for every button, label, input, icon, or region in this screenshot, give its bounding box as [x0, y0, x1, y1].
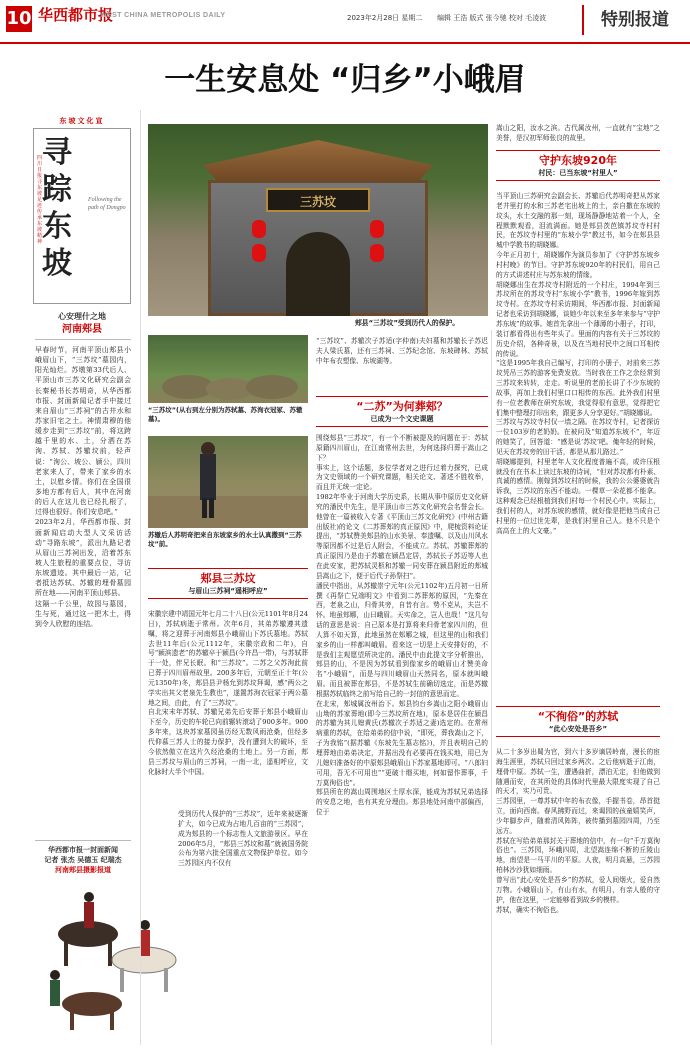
caption-tombs: “三苏坟”(从右到左分别为苏轼墓、苏洵衣冠冢、苏辙墓)。 — [148, 406, 303, 423]
section-1-text-continued: 受到历代人保护的“三苏坟”，近年来被逐渐扩大，如今已成为占地几百亩的“三苏园”，成为郏县的一个标志性人文旅游景区。早在2006年5月，“郏县三苏坟和墓”就被国务院公布为第六批全国重点文物保护单位。如今三苏园区内不仅有 — [178, 810, 308, 868]
series-vertical-text: 四川日报寻东坡足迹传承东坡精神 — [37, 155, 43, 245]
page-number: 10 — [6, 6, 32, 32]
section-name: 特别报道 — [582, 5, 686, 35]
photo-descendant — [148, 436, 308, 528]
series-column-tag: 东坡文化宣 — [59, 117, 105, 125]
lantern-icon — [370, 244, 384, 262]
section-2-text: 围绕郏县“三苏坟”，有一个不断被提及的问题在于：苏轼原籍四川眉山，在江南常州去世，为何选择归葬于嵩山之下？ 事实上，这个话题，多位学者对之进行过着力探究，已成为文史领域的一个研究课题，相关论文、著述不胜枚举，而且并无统一定论。 1982年毕业于河南大学历史系，长期从事中原历史文化研究的潘民中先生，是平顶山市三苏文化研究会名誉会长。他曾在一篇被收入专著《平顶山三苏文化研究》(中州古籍出版社)的论文《二苏葬郏的真正原因》中，爬梳资料论证提出，“苏轼赞美郏县的山水美景、奉遗嘱、以及山川风水等原因都不过是后人附会，不能成立。苏轼、苏辙葬郏的真正原因乃是由于苏辙在颍昌定居，苏轼长子苏迈等人也在此安家，把苏轼灵柩和苏辙一同安葬在颍昌附近的郏城县嵩山之下，便于后代子孙祭扫”。 潘民中指出，从苏辙崇宁元年(公元1102年)五月初一日所撰《再祭亡兄端明文》中看到二苏葬郏的原因，“先秦在西，老泉之山，归骨其旁，自昔有言。势不克从，夫岂不怀。地虽郏鄏，山曰峨眉。天实命之，岂人也哉！”这几句话的意思是说：自己原本是打算将来归骨老家四川的，但人算不如天算，此地虽然在郏鄏之城，但这里的山和我们家乡的山一样都叫峨眉。看来这一切是上天安排好的，不是我们主观愿望所决定的。潘民中由此提文字分析推出，郏县的山，不是因为苏轼看到像家乡的峨眉山才赞美命名“小峨眉”，而是与四川峨眉山天然同名，原本就叫峨眉。而且被葬在郏县，不是苏轼生前确切选定，而是苏辙根据苏轼临终之前写给自己的一封信的意思而定。 在北宋，郏城属汝州治下。郏县钧台乡嵩山之阳小峨眉山山坳的苏家葬地(即今三苏坟所在地)，原本是居住在颍昌的苏辙为其儿媳黄氏(苏辙次子苏适之妻)选定的。在常州病重的苏轼，在给弟弟的信中说，“即死，葬我嵩山之下，子为我铭”(据苏辙《东坡先生墓志铭》)，并且表明自己的埋葬地由弟弟决定，并据出没有必要再在钱买地，用已为儿媳妇准备好的中原郏县峨眉山下苏家墓地即可。“八郎妇可用，吾无不可用也”“更破十缗买地，何如留作葬事，千万莫徇俗也”。 郏县所在的嵩山周围地区土厚水深，能成为苏轼兄弟选择的安息之地，也有其充分理由。郏县地处河南中部偏西，位于 — [316, 434, 488, 817]
editors-line: 编辑 王浩 版式 张今驰 校对 毛凌波 — [437, 14, 547, 22]
section-heading-2-title: “二苏”为何葬郏？ — [356, 400, 448, 413]
section-3-text: 当平顶山三苏研究会副会长、苏辙后代苏明奇把从苏家老井里打的水和三苏老宅出坡上的土，亲自撒在东坡的坟头，水土交融的那一刻，现场静静地站着一个人，全程默默观看，泪流满面。她是郏县茨芭镇苏坟寺村村民，在苏坟寺村里的“东坡小学”教过书，如今在郏县县城中学教书的胡晓娜。 今年正月初十，胡晓娜作为演员参加了《守护苏东坡乡村村晚》的节目。守护苏东坡920年的村民们，用自己的方式讲述村庄与苏东坡的情缘。 胡晓娜出生在苏坟寺村附近的一个村庄，1994年到三苏坟所在的苏坟寺村“东坡小学”教书，1996年嫁到苏坟寺村。在苏坟寺村采访期间，华西都市报、封面新闻记者也采访到胡晓娜，谈她少年以来至多年来参与“守护苏东坡”的故事。她首先拿出一个薄薄的小册子，打印，装订都看得出有些年头了。里面的内容有关于三苏坟的历史介绍，各种奇景，以及在当地村民中之间口耳相传的传说。 “这是1995年我自己编写，打印的小册子，对前来三苏坟凭吊三苏的游客免费发放。当时我在工作之余经常到三苏坟来转转，走走。听说里的老前长讲了不少东坡的故事，再加上我们村里口口相传的东西。此外我们村里有一位老教师在研究东坡，我觉得很有意思，觉得把它们集中整理打印出来，跟更多人分享更好。”胡晓娜说。 三苏坟与苏坟寺村仅一墙之隔。在苏坟寺村，记者探访一位103岁的老奶奶。在被问及“知道苏东坡不”，年迈的她笑了，回答道：“感是说‘苏坟’吧。俺年轻的时候，见天在苏坟旁的田干活，都是从那儿路过。” 胡晓娜提到，村里老年人文化程度普遍不高，或许压根就没有在书本上读过东坡的诗词，“但对苏坟都有朴素、真诚的感情。刚嫁到苏坟村的时候，我的公公婆婆就告诉我，三苏坟的东西不能动。一棵草一朵花都不能拿。这种观念已经根植到我们村每一个村民心中。实际上，我们村的人，对苏东坡的感情，就好像是把他当成自己村里的一位过世先辈，是我们村里自己人。他不只是个高高在上的大文豪。” — [496, 192, 660, 535]
lantern-icon — [370, 220, 384, 238]
person-illustration — [148, 436, 308, 528]
series-title-en: Following the path of Dongpo — [88, 197, 126, 211]
credit-line-1: 华西都市报一封面新闻 — [48, 846, 118, 854]
column-rule — [140, 110, 141, 1045]
lantern-icon — [252, 220, 266, 238]
credit-line-2: 记者 张杰 吴德玉 纪瑞杰 — [44, 856, 122, 864]
section-heading-3 — [496, 150, 660, 181]
intro-text: 早春时节，河南平顶山郏县小峨眉山下，“三苏坟”墓园内，阳光灿烂。苏墩第33代后人、平顶山市三苏文化研究会副会长秦秘书长苏明奇，从华西都市报、封面新闻记者手中接过来自眉山“三苏祠”的古井水和苏家旧宅之土。神情肃穆的他缓步走到“三苏坟”前，将这跨越千里的水、土，分洒在苏洵、苏轼、苏辙坟前，轻声说：“洵公、坡公、颍公，四川老家来人了，带来了家乡的水土，以慰乡情。你们在全国很多地方都有后人，其中在河南的后人在这儿也已经扎根了，过得也很好。你们安息吧。” 2023年2月，华西都市报、封面新闻启动大型人文采访活动“寻路东坡”，派出九路记者从眉山三苏祠出发，沿着苏东坡人生旅程的重要点位，寻访东坡遗迹。其中最后一站，记者抵达苏轼、苏辙的埋骨墓园所在地——河南平顶山郏县。 这隔一千公里，故园与墓园，生与死，通过这一把木土，得到令人欣慰的连结。 — [35, 346, 131, 628]
section-heading-3-sub: 村民：已当东坡“村里人” — [538, 169, 618, 177]
illustration-horsemen — [36, 862, 194, 1032]
section-4-text: 从二十多岁出蜀为官，到六十多岁谪居岭南，漫长的宦海生涯里，苏轼只回过家乡两次。之后他病逝于江南，埋骨中原。苏轼一生，遭遇曲折，漂泊无定，但他做到随遇而安，在其所处的具体时代里最大限度实现了自己的天才，实乃可贵。 三苏园里，一尊苏轼中年的布衣像，手握书卷，昂首挺立，面向西南。春风拂野而过，来谒园的孩童嬉笑声，少年脚步声，随着清风阵阵，被传播到墓园四周，乃至远方。 苏轼在写给弟弟那封关于葬地的信中，有一句“千万莫徇俗也”。三苏园，环峨四周，北望嵩连绵不断的丘陵山地，南望是一马平川的平原。人夜，明月高悬，三苏园柏林沙沙犹如细雨。 曾写出“此心安处是吾乡”的苏轼，爱人间烟火，爱自然万物。小峨眉山下，有山有水，有明月，有亲人般的守护，他在这里，一定能够看到故乡的模样。 苏轼，确实不徇俗也。 — [496, 748, 660, 914]
section-heading-1 — [148, 568, 308, 599]
divider — [35, 840, 131, 841]
gate-door — [286, 232, 350, 316]
section-heading-4-title: “不徇俗”的苏轼 — [537, 710, 619, 723]
section-2-lead: “三苏坟”、苏辙次子苏适(字仲南)夫妇墓和苏辙长子苏迟夫人梁氏墓，还有三苏祠、三苏纪念馆、东坡碑林、苏轼中年布衣塑像、东坡湖等。 — [316, 337, 488, 365]
caption-main: 郏县“三苏坟”受到历代人的保护。 — [355, 319, 460, 327]
paper-name-en: WEST CHINA METROPOLIS DAILY — [100, 12, 226, 19]
series-slogan: 心安理什之地 — [58, 312, 106, 321]
section-heading-1-title: 郏县三苏坟 — [200, 572, 256, 585]
caption-descendant: 苏辙后人苏明奇把来自东坡家乡的水土认真撒到“三苏坟”前。 — [148, 531, 302, 548]
series-place: 河南郏县 — [62, 324, 102, 335]
section-heading-1-sub: 与眉山三苏祠“遥相呼应” — [188, 587, 268, 595]
section-heading-3-title: 守护东坡920年 — [539, 154, 617, 167]
headline: 一生安息处 “归乡”小峨眉 — [164, 62, 526, 98]
photo-tomb-gate — [148, 124, 488, 316]
paper-name: 华西都市报 — [38, 6, 114, 24]
series-title: 寻踪东坡 — [42, 135, 72, 281]
section-3-lead: 嵩山之阳，汝水之滨。古代属汝州，一直就有“宝地”之美誉，是汉初军师张良的故里。 — [496, 124, 660, 142]
horse-riders-illustration — [36, 862, 194, 1032]
photo-three-tombs — [148, 335, 308, 403]
section-heading-4-sub: “此心安处是吾乡” — [548, 725, 608, 733]
tombs-illustration — [148, 335, 308, 403]
column-rule — [491, 330, 492, 1045]
divider — [35, 339, 131, 340]
issue-date: 2023年2月28日 星期二 — [347, 14, 423, 22]
section-heading-2 — [316, 396, 488, 427]
section-1-text: 宋徽宗建中靖国元年七月二十八日(公元1101年8月24日)，苏轼病逝于常州。次年6月，其弟苏辙遵其遗嘱，将之迎葬于河南郏县小峨眉山下苏氏墓地。苏轼去世11年后(公元1112年，宋徽宗政和二年)，自号“颍滨遗老”的苏辙卒于颍昌(今许昌一带)，与苏轼葬于一处，伴兄长眠。和“三苏坟”。二苏之父苏洵此前已葬于四川眉州故里。200多年后，元朝至正十年(公元1350年)冬，郏县县尹杨允到苏坟拜谒，感“两公之学实出其父老泉先生教也”，遂置苏洵衣冠冢于两公墓地之间，由此，有了“三苏坟”。 自北宋末年苏轼、苏辙兄弟先后安葬于郏县小峨眉山下至今，历史的车轮已向前辗转滚动了900多年。900多年来，这块苏家墓园虽历经无数风雨沧桑，但经多代仰慕三苏人士的接力保护，没有遭到大的破坏，至今依然傲立在这片久经沧桑的土地上。另一方面，郏县三苏坟与眉山的三苏祠，一南一北，遥相呼应，文化脉时大半个中国。 — [148, 610, 308, 776]
section-heading-2-sub: 已成为一个文史课题 — [370, 415, 434, 423]
gate-plaque: 三苏坟 — [266, 188, 370, 212]
credit-line-3: 河南郏县摄影报道 — [55, 866, 111, 874]
section-heading-4 — [496, 706, 660, 737]
lantern-icon — [252, 244, 266, 262]
